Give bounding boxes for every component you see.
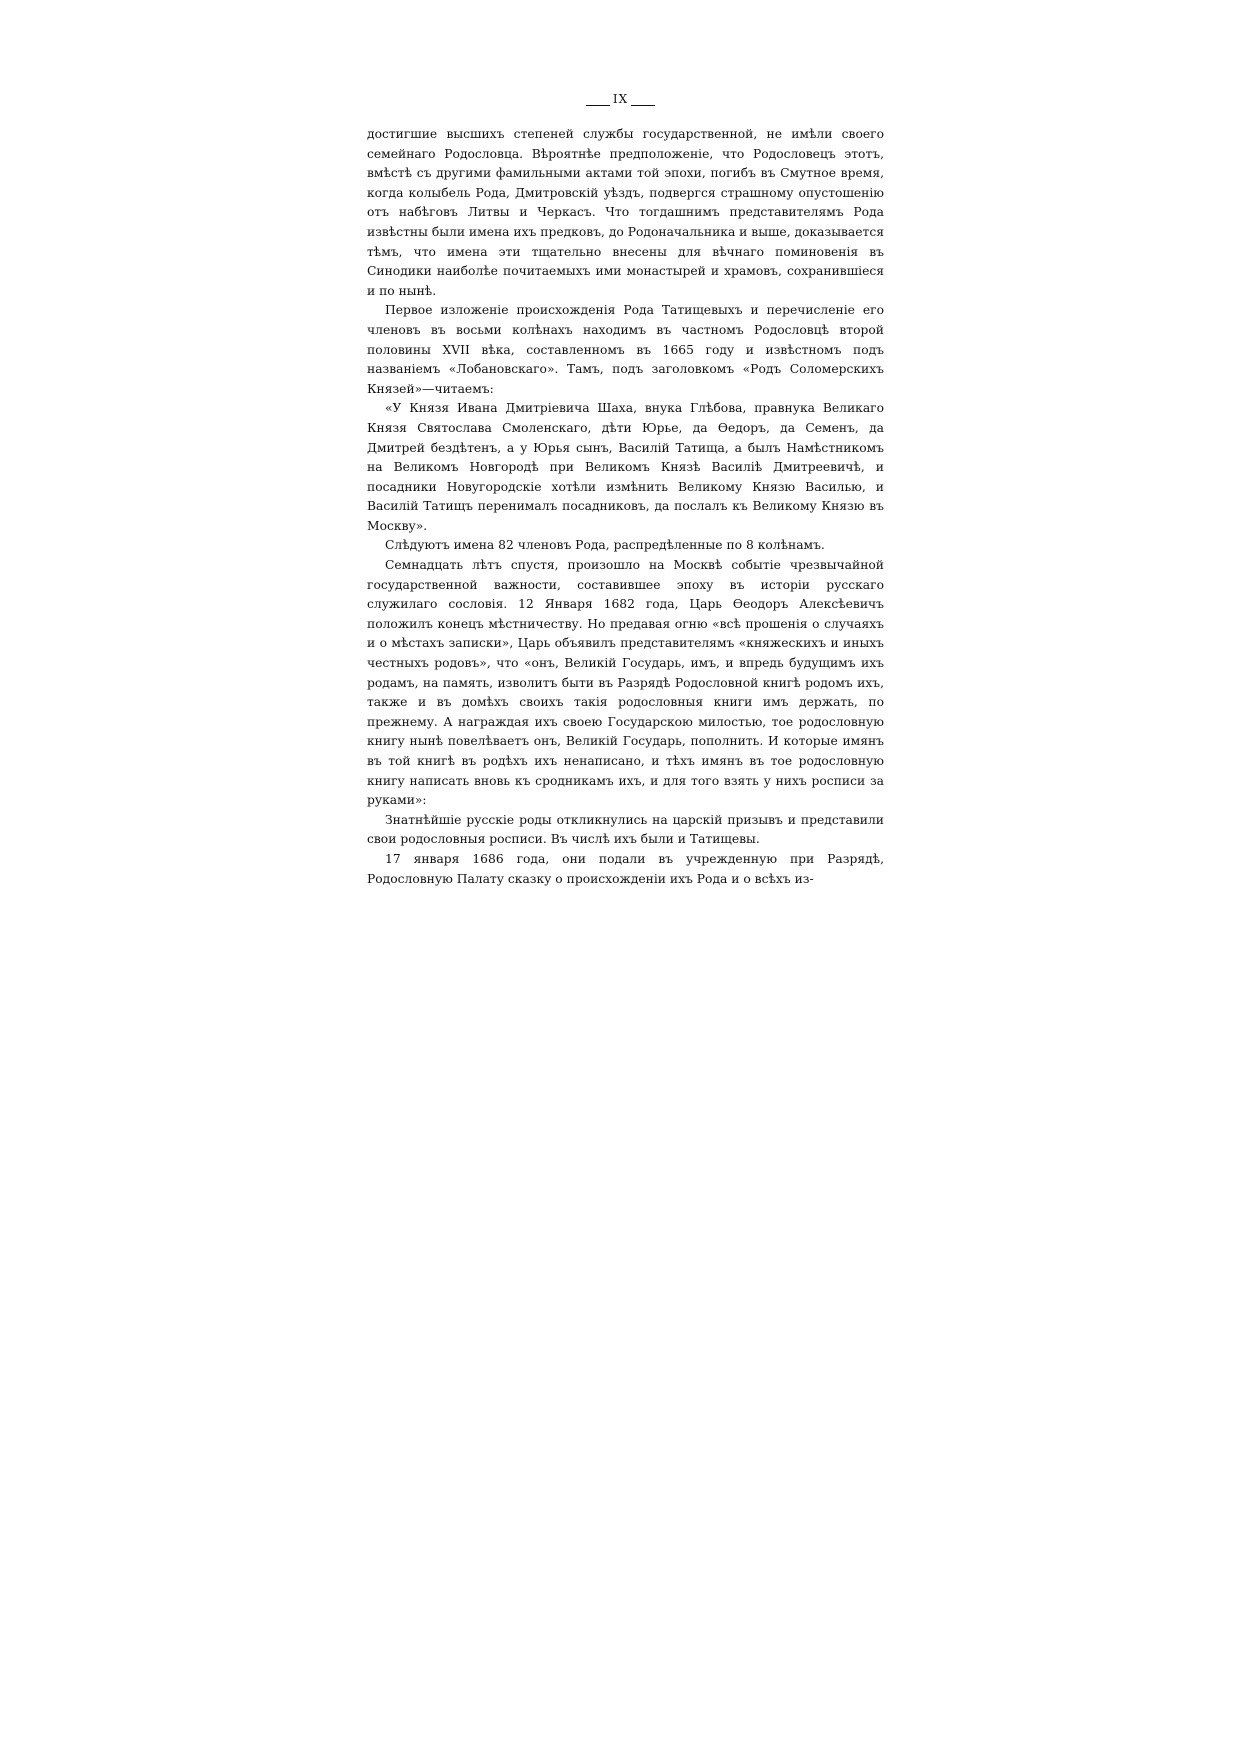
page-number-rule-left (586, 105, 610, 106)
paragraph-2: Первое изложеніе происхожденія Рода Татищевыхъ и перечисленіе его членовъ въ восьми колѣнахъ находимъ въ частномъ Родословцѣ второй половины XVII вѣка, составленномъ въ 1665 году и извѣстномъ подъ названіемъ «Лобановскаго». Тамъ, подъ заголовкомъ «Родъ Соломерскихъ Князей»—читаемъ: (367, 303, 884, 396)
paragraph-4: Слѣдуютъ имена 82 членовъ Рода, распредѣленные по 8 колѣнамъ. (385, 538, 825, 553)
paragraph-7: 17 января 1686 года, они подали въ учрежденную при Разрядѣ, Родословную Палату сказку о происхожденіи ихъ Рода и о всѣхъ из- (367, 851, 884, 886)
paragraph-3-quote: «У Князя Ивана Дмитріевича Шаха, внука Глѣбова, правнука Великаго Князя Святослава Смоленскаго, дѣти Юрье, да Ѳедоръ, да Семенъ, да Дмитрей бездѣтенъ, а у Юрья сынъ, Василій Татища, а былъ Намѣстникомъ на Великомъ Новгородѣ при Великомъ Князѣ Василіѣ Дмитреевичѣ, и посадники Новугородскіе хотѣли измѣнить Великому Князю Василью, и Василій Татищъ перенималъ посадниковъ, да послалъ къ Великому Князю въ Москву». (367, 401, 884, 533)
page-number (0, 92, 1241, 106)
body-text (367, 125, 884, 889)
page-number-text: IX (612, 92, 629, 106)
paragraph-6: Знатнѣйшіе русскіе роды откликнулись на царскій призывъ и представили свои родословныя росписи. Въ числѣ ихъ были и Татищевы. (367, 812, 884, 847)
paragraph-1: достигшие высшихъ степеней службы государственной, не имѣли своего семейнаго Родословца. Вѣроятнѣе предположеніе, что Родословецъ этотъ, вмѣстѣ съ другими фамильными актами той эпохи, погибъ въ Смутное время, когда колыбель Рода, Дмитровскій уѣздъ, подвергся страшному опустошенію отъ набѣговъ Литвы и Черкасъ. Что тогдашнимъ представителямъ Рода извѣстны были имена ихъ предковъ, до Родоначальника и выше, доказывается тѣмъ, что имена эти тщательно внесены для вѣчнаго поминовенія въ Синодики наиболѣе почитаемыхъ ими монастырей и храмовъ, сохранившіеся и по нынѣ. (367, 127, 884, 298)
page-number-rule-right (631, 105, 655, 106)
paragraph-5: Семнадцать лѣтъ спустя, произошло на Москвѣ событіе чрезвычайной государственной важности, составившее эпоху въ исторіи русскаго служилаго сословія. 12 Января 1682 года, Царь Ѳеодоръ Алексѣевичъ положилъ конецъ мѣстничеству. Но предавая огню «всѣ прошенія о случаяхъ и о мѣстахъ записки», Царь объявилъ представителямъ «княжескихъ и иныхъ честныхъ родовъ», что «онъ, Великій Государь, имъ, и впредь будущимъ ихъ родамъ, на память, изволитъ быти въ Разрядѣ Родословной книгѣ родомъ ихъ, также и въ домѣхъ своихъ такія родословныя книги имъ держать, по прежнему. А награждая ихъ своею Государскою милостью, тое родословную книгу нынѣ повелѣваетъ онъ, Великій Государь, пополнить. И которые имянъ въ той книгѣ въ родѣхъ ихъ ненаписано, и тѣхъ имянъ въ тое родословную книгу написать вновь къ сродникамъ ихъ, и для того взять у нихъ росписи за руками»: (367, 558, 884, 808)
